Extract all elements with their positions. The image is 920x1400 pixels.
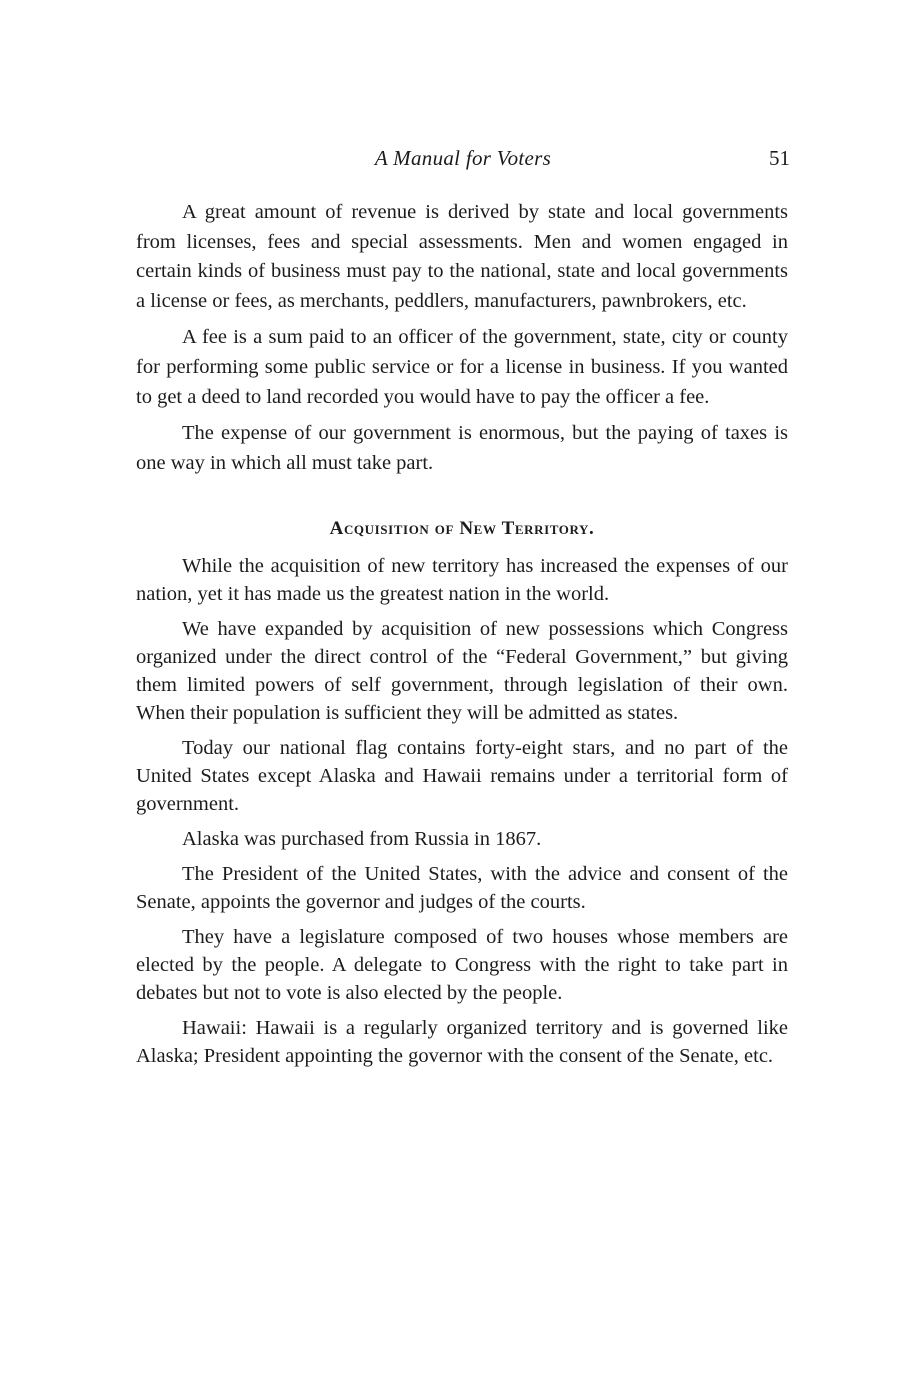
paragraph-expansion: We have expanded by acquisition of new possessions which Congress organized under the direct control of the “Federal Government,” but giving them limited powers of self government, through legislation of their own. When their population is sufficient they will be admitted as states.	[136, 617, 788, 724]
section-body	[136, 552, 788, 1070]
section-heading: Acquisition of New Territory.	[329, 518, 595, 540]
paragraph-fee-definition: A fee is a sum paid to an officer of the government, state, city or county for performing some public service or for a license in business. If you wanted to get a deed to land recorded you would have to pay the officer a fee.	[136, 326, 788, 408]
paragraph-legislature: They have a legislature composed of two houses whose members are elected by the people. A delegate to Congress with the right to take part in debates but not to vote is also elected by the people.	[136, 925, 788, 1004]
running-head	[136, 146, 790, 176]
page-number: 51	[769, 146, 790, 170]
paragraph-hawaii: Hawaii: Hawaii is a regularly organized territory and is governed like Alaska; President appointing the governor with the consent of the Senate, etc.	[136, 1016, 788, 1067]
paragraph-alaska-purchase: Alaska was purchased from Russia in 1867.	[182, 827, 542, 850]
paragraph-national-flag: Today our national flag contains forty-eight stars, and no part of the United States except Alaska and Hawaii remains under a territorial form of government.	[136, 736, 788, 815]
paragraph-acquisition: While the acquisition of new territory has increased the expenses of our nation, yet it has made us the greatest nation in the world.	[136, 554, 788, 605]
paragraph-revenue-sources: A great amount of revenue is derived by state and local governments from licenses, fees and special assessments. Men and women engaged in certain kinds of business must pay to the national, state and local governments a license or fees, as merchants, peddlers, manufacturers, pawnbrokers, etc.	[136, 201, 788, 312]
paragraph-president-appoints: The President of the United States, with the advice and consent of the Senate, appoints the governor and judges of the courts.	[136, 862, 788, 913]
running-title: A Manual for Voters	[374, 146, 552, 170]
paragraph-government-expense: The expense of our government is enormous, but the paying of taxes is one way in which all must take part.	[136, 422, 788, 474]
body-text	[136, 198, 788, 1077]
